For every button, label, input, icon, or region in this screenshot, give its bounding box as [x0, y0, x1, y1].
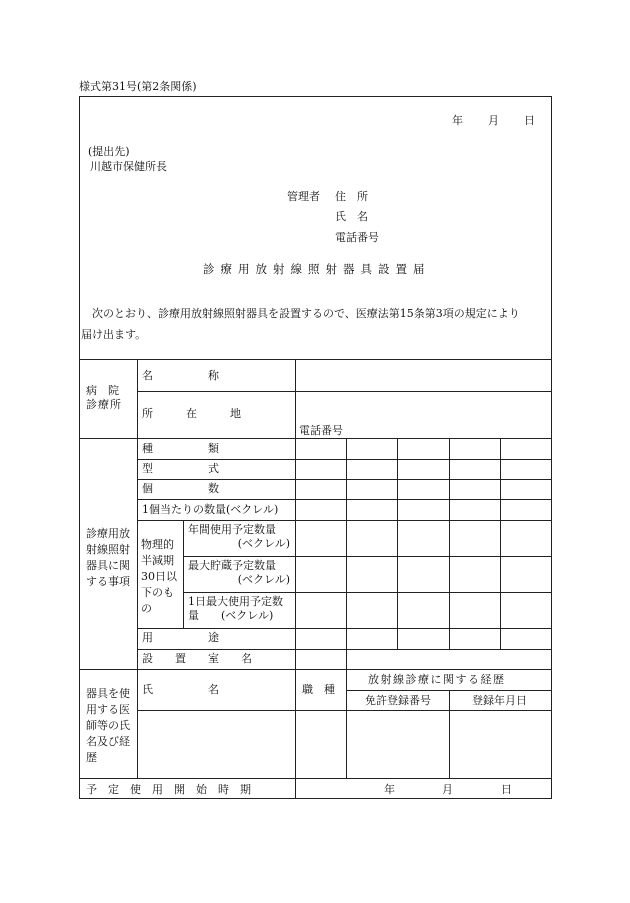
- manager-phone-label: 電話番号: [335, 231, 379, 244]
- physician-label-line-4: 名及び経: [86, 735, 130, 748]
- physician-job-label: 職 種: [302, 683, 335, 696]
- recipient-name: 川越市保健所長: [90, 160, 167, 173]
- max-storage-line-1: 最大貯蔵予定数量: [188, 559, 276, 572]
- line-device-bottom: [79, 669, 552, 670]
- daily-max-label: [188, 595, 292, 623]
- vline-halflife-col: [183, 520, 184, 628]
- facility-name-label: 名 称: [142, 369, 219, 382]
- license-number-label: 免許登録番号: [365, 694, 431, 707]
- vline-col-d: [500, 438, 501, 649]
- halflife-line-1: 物理的: [141, 538, 174, 551]
- physician-label-line-2: 用する医: [86, 703, 130, 716]
- form-number: 様式第31号(第2条関係): [79, 80, 197, 93]
- body-text-line-1: 次のとおり、診療用放射線照射器具を設置するので、医療法第15条第3項の規定により: [92, 307, 520, 320]
- line-facility-mid: [137, 391, 552, 392]
- manager-label: 管理者: [287, 190, 320, 203]
- halflife-line-4: 下のも: [141, 586, 174, 599]
- facility-label-hospital: 病 院: [86, 384, 119, 397]
- halflife-line-5: の: [141, 602, 152, 615]
- registration-date-label: 登録年月日: [472, 694, 527, 707]
- vline-col-c: [449, 438, 450, 649]
- halflife-line-2: 半減期: [141, 554, 174, 567]
- device-room-label: 設 置 室 名: [142, 652, 252, 665]
- line-physician-bottom: [79, 778, 552, 779]
- schedule-year: 年: [384, 783, 395, 796]
- annual-use-line-2: (ベクレル): [237, 537, 290, 550]
- line-device-6: [183, 592, 552, 593]
- manager-address-label: 住 所: [335, 190, 368, 203]
- recipient-label: (提出先): [88, 145, 130, 158]
- schedule-month: 月: [442, 783, 453, 796]
- device-label-line-1: 診療用放: [86, 527, 130, 540]
- device-label-line-2: 射線照射: [86, 543, 130, 556]
- physician-group-label: [86, 686, 130, 766]
- daily-max-line-2: 量 (ベクレル): [188, 609, 274, 622]
- line-device-7: [137, 628, 552, 629]
- vline-col-b: [397, 438, 398, 649]
- line-device-2: [137, 479, 552, 480]
- max-storage-label: [188, 559, 290, 587]
- date-day: 日: [524, 114, 535, 127]
- halflife-label: [141, 537, 177, 617]
- line-facility-bottom: [79, 438, 552, 439]
- device-count-label: 個 数: [142, 482, 219, 495]
- facility-group-label: [86, 384, 130, 412]
- daily-max-line-1: 1日最大使用予定数: [188, 595, 283, 608]
- date-year: 年: [452, 114, 463, 127]
- physician-label-line-5: 歴: [86, 751, 97, 764]
- career-header: 放射線診療に関する経歴: [368, 673, 506, 686]
- max-storage-line-2: (ベクレル): [237, 573, 290, 586]
- facility-location-label: 所 在 地: [142, 407, 241, 420]
- line-device-8: [137, 649, 552, 650]
- physician-label-line-3: 師等の氏: [86, 719, 130, 732]
- manager-name-label: 氏 名: [335, 210, 368, 223]
- facility-label-clinic: 診療所: [86, 398, 122, 411]
- vline-value-col: [295, 359, 296, 799]
- device-use-label: 用 途: [142, 631, 219, 644]
- line-device-4: [137, 520, 552, 521]
- schedule-label: 予 定 使 用 開 始 時 期: [86, 783, 251, 796]
- device-group-label: [86, 526, 130, 590]
- device-label-line-4: する事項: [86, 575, 130, 588]
- physician-label-line-1: 器具を使: [86, 687, 130, 700]
- facility-phone-label: 電話番号: [299, 424, 343, 437]
- halflife-line-3: 30日以: [141, 570, 177, 583]
- physician-name-label: 氏 名: [142, 683, 219, 696]
- date-month: 月: [488, 114, 499, 127]
- vline-col-a: [346, 438, 347, 778]
- annual-use-line-1: 年間使用予定数量: [188, 523, 276, 536]
- body-text-line-2: 届け出ます。: [81, 328, 147, 341]
- vline-col-c-lower: [449, 690, 450, 778]
- schedule-day: 日: [501, 783, 512, 796]
- vline-label-col: [137, 359, 138, 778]
- line-device-3: [137, 499, 552, 500]
- device-label-line-3: 器具に関: [86, 559, 130, 572]
- line-physician-head: [137, 710, 552, 711]
- document-title: 診療用放射線照射器具設置届: [203, 262, 431, 276]
- line-device-5: [183, 556, 552, 557]
- table-top-line: [79, 359, 552, 360]
- device-model-label: 型 式: [142, 462, 219, 475]
- device-per-unit-label: 1個当たりの数量(ベクレル): [142, 503, 279, 516]
- line-device-1: [137, 459, 552, 460]
- device-type-label: 種 類: [142, 442, 219, 455]
- annual-use-label: [188, 523, 290, 551]
